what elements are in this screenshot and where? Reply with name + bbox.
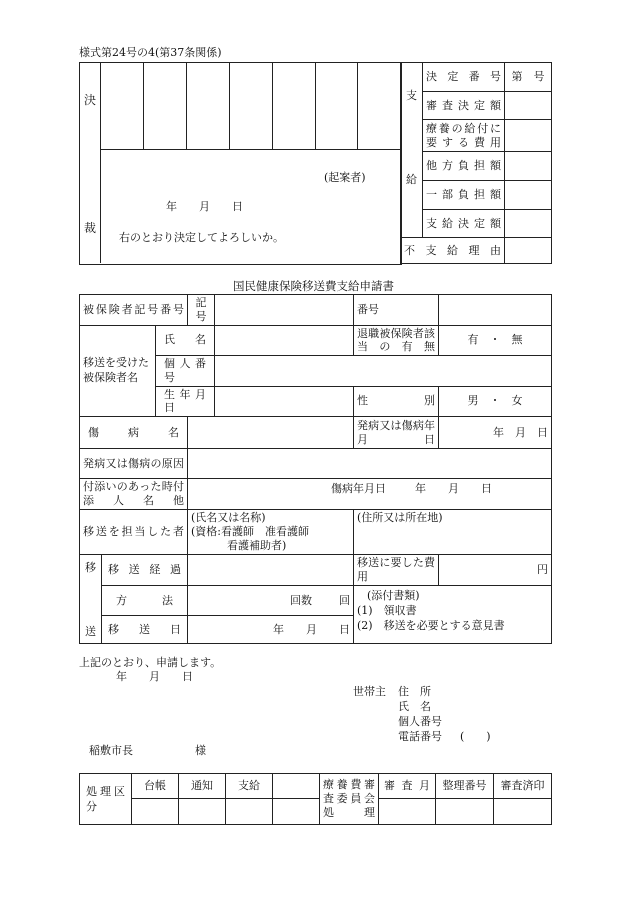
attendant-date-label: 傷病年月日: [331, 482, 386, 495]
payment-kanji-top: 支: [406, 89, 417, 102]
form-number: 様式第24号の4(第37条関係): [79, 46, 222, 59]
attachments-cell: [354, 585, 552, 643]
review-month-value: [379, 799, 436, 825]
attendant-label: 付添いのあった時付添人名他: [80, 479, 188, 510]
gender-label: 性別: [354, 386, 439, 417]
symbol-label: 記号: [188, 295, 215, 326]
transport-kanji-bottom: 送: [85, 625, 96, 639]
payment-label-0: 決定番号: [423, 63, 505, 92]
attendant-value-cell: [188, 479, 552, 510]
personal-number-signature-label: 個人番号: [398, 715, 442, 728]
decision-kanji-top: 決: [84, 93, 97, 107]
application-table: [79, 294, 552, 644]
carrier-info-cell: [188, 509, 354, 555]
route-label: 移送経過: [102, 555, 188, 586]
committee-label: 療養費審査委員会処理: [320, 774, 379, 825]
payment-value-3: [505, 152, 552, 181]
transport-kanji-cell: [80, 555, 102, 644]
decision-kanji-bottom: 裁: [84, 221, 97, 235]
review-done-label: 審査済印: [494, 774, 552, 799]
phone-paren: ( ): [460, 730, 491, 743]
payment-label-2: 療養の給付に要する費用: [423, 120, 505, 152]
dob-label: 生年月日: [156, 386, 215, 417]
retired-yes-no: 有 ・ 無: [439, 325, 552, 356]
application-statement: 上記のとおり、申請します。: [79, 656, 222, 669]
attachment-2: (2) 移送を必要とする意見書: [357, 618, 505, 632]
carrier-qual2: 看護補助者): [227, 539, 287, 553]
application-date: 年 月 日: [116, 670, 193, 683]
payment-label-1: 審査決定額: [423, 92, 505, 120]
review-done-value: [494, 799, 552, 825]
processing-cell-2: [226, 799, 273, 825]
decision-date: 年 月 日: [166, 200, 243, 213]
processing-col-0: 台帳: [132, 774, 179, 799]
payment-kanji-cell: [401, 63, 423, 238]
processing-table: [79, 773, 552, 825]
review-month-label: 審査月: [379, 774, 436, 799]
ref-number-value: [436, 799, 494, 825]
payment-label-5: 支給決定額: [423, 210, 505, 238]
attendant-date: 年 月 日: [415, 482, 492, 495]
form-title: 国民健康保険移送費支給申請書: [233, 279, 394, 293]
carrier-label: 移送を担当した者: [80, 509, 188, 555]
onset-label: 発病又は傷病年月日: [354, 417, 439, 449]
processing-col-1: 通知: [179, 774, 226, 799]
count-label: 回数: [290, 593, 312, 607]
date-label: 移送日: [102, 615, 188, 643]
payment-label-3: 他方負担額: [423, 152, 505, 181]
onset-date: 年 月 日: [439, 417, 552, 449]
processing-col-3: [273, 774, 320, 799]
householder-label: 世帯主: [353, 685, 386, 698]
decision-statement: 右のとおり決定してよろしいか。: [119, 231, 284, 244]
name-label: 氏名: [156, 325, 215, 356]
non-payment-reason: 不支給理由: [401, 238, 505, 264]
payment-value-1: [505, 92, 552, 120]
retired-label: 退職被保険者該当の有無: [354, 325, 439, 356]
payment-table: [400, 62, 552, 264]
cost-label: 移送に要した費用: [354, 555, 439, 586]
phone-label: 電話番号: [398, 730, 442, 743]
personal-number-label: 個人番号: [156, 356, 215, 387]
personal-number-value: [215, 356, 552, 387]
symbol-value: [215, 295, 354, 326]
processing-cell-1: [179, 799, 226, 825]
drafter-label: (起案者): [324, 171, 366, 184]
address-label: 住 所: [398, 685, 431, 698]
honorific: 様: [195, 744, 206, 757]
dob-value: [215, 386, 354, 417]
carrier-name: (氏名又は名称): [191, 510, 266, 524]
transport-kanji-top: 移: [85, 561, 96, 575]
method-label: 方法: [102, 585, 188, 615]
processing-cell-0: [132, 799, 179, 825]
mayor-label: 稲敷市長: [89, 744, 133, 757]
non-payment-reason-value: [505, 238, 552, 264]
payment-value-5: [505, 210, 552, 238]
ref-number-label: 整理番号: [436, 774, 494, 799]
injury-label: 傷病名: [80, 417, 188, 449]
name-value: [215, 325, 354, 356]
name-signature-label: 氏 名: [398, 700, 431, 713]
processing-label: 処理区分: [80, 774, 132, 825]
cause-value: [188, 449, 552, 479]
cause-label: 発病又は傷病の原因: [80, 449, 188, 479]
number-value: [439, 295, 552, 326]
processing-col-2: 支給: [226, 774, 273, 799]
processing-cell-3: [273, 799, 320, 825]
payment-kanji-bottom: 給: [406, 172, 417, 186]
carrier-qual: (資格:看護師 准看護師: [191, 524, 309, 538]
payment-value-4: [505, 181, 552, 210]
cost-yen: 円: [439, 555, 552, 586]
insurer-label: 被保険者記号番号: [80, 295, 188, 326]
count-cell: [188, 585, 354, 615]
injury-value: [188, 417, 354, 449]
transport-date: 年 月 日: [188, 615, 354, 643]
payment-value-2: [505, 120, 552, 152]
payment-label-4: 一部負担額: [423, 181, 505, 210]
carrier-address: (住所又は所在地): [354, 509, 552, 555]
patient-label: 移送を受けた被保険者名: [80, 325, 156, 417]
payment-value-0: 第 号: [505, 63, 552, 92]
attachment-1: (1) 領収書: [357, 603, 417, 617]
count-unit: 回: [339, 593, 350, 607]
attachments-label: (添付書類): [367, 588, 420, 602]
number-label: 番号: [354, 295, 439, 326]
route-value: [188, 555, 354, 586]
gender-options: 男 ・ 女: [439, 386, 552, 417]
